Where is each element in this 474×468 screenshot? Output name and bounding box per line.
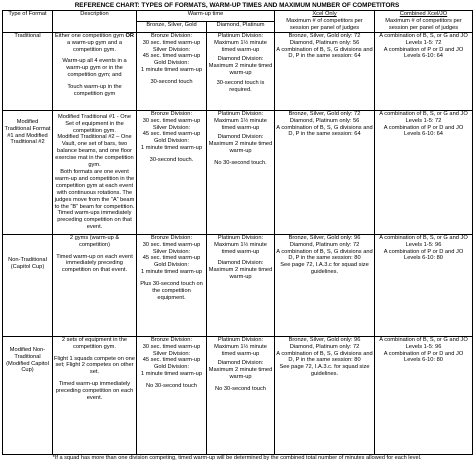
dp-cell: Platinum Division: Maximum 1½ minute timed warm-up Diamond Division: Maximum 2 minute timed warm-up No 30-second touch bbox=[207, 336, 275, 454]
header-dp: Diamond, Platinum bbox=[207, 21, 275, 32]
bsg-cell: Bronze Division: 30 sec. timed warm-up Silver Division: 45 sec. timed warm-up Gold Division: 1 minute timed warm-up Plus 30-second touch on the competition equipment. bbox=[137, 234, 207, 336]
table-row bbox=[3, 336, 473, 454]
description-cell: Modified Traditional #1 - One Set of equipment in the competition gym. Modified Traditional #2 – One Vault, one set of bars, two balance beams, and one floor exercise mat in the competition gym. Both formats are one event warm-up and competition in the competition gym at each event with continuous rotations. The judges move from the “A” beam to the “B” beam for competition. Timed warm-ups immediately preceding competition on that event. bbox=[53, 110, 137, 234]
xcel-cell: Bronze, Silver, Gold only: 96 Diamond, Platinum only: 72 A combination of B, S, G divisions and D, P in the same session: 80 See page 72, I.A.3.c for squad size guidelines. bbox=[275, 234, 375, 336]
header-combined-title: Combined Xcel/JO bbox=[399, 11, 448, 17]
reference-table bbox=[2, 10, 473, 455]
description-cell: 2 gyms (warm-up & competition) Timed warm-up on each event immediately preceding competition on that event. bbox=[53, 234, 137, 336]
format-cell: Traditional bbox=[3, 32, 53, 110]
combined-cell: A combination of B, S, or G and JO Levels 1-5: 96 A combination of P or D and JO Levels 6-10: 80 bbox=[375, 336, 473, 454]
xcel-cell: Bronze, Silver, Gold only: 72 Diamond, Platinum only: 56 A combination of B, S, G divisions and D, P in the same session: 64 bbox=[275, 110, 375, 234]
header-xcel bbox=[275, 11, 375, 33]
table-row bbox=[3, 32, 473, 110]
combined-cell: A combination of B, S, or G and JO Levels 1-5: 72 A combination of P or D and JO Levels 6-10: 64 bbox=[375, 110, 473, 234]
table-row bbox=[3, 110, 473, 234]
xcel-cell: Bronze, Silver, Gold only: 96 Diamond, Platinum only: 72 A combination of B, S, G divisions and D, P in the same session: 80 See page 72, I.A.3.c. for squad size guidelines. bbox=[275, 336, 375, 454]
header-bsg: Bronze, Silver, Gold bbox=[137, 21, 207, 32]
bsg-cell: Bronze Division: 30 sec. timed warm-up Silver Division: 45 sec. timed warm-up Gold Division: 1 minute timed warm-up 30-second touch. bbox=[137, 110, 207, 234]
header-xcel-sub: Maximum # of competitors per session per panel of judges bbox=[286, 17, 363, 31]
chart-title: REFERENCE CHART: TYPES OF FORMATS, WARM-UP TIMES AND MAXIMUM NUMBER OF COMPETITORS bbox=[74, 2, 400, 9]
format-cell: Non-Traditional (Capitol Cup) bbox=[3, 234, 53, 336]
format-cell: Modified Traditional Format #1 and Modified Traditional #2 bbox=[3, 110, 53, 234]
bsg-cell: Bronze Division: 30 sec. timed warm-up Silver Division: 45 sec. timed warm-up Gold Division: 1 minute timed warm-up No 30-second touch bbox=[137, 336, 207, 454]
xcel-cell: Bronze, Silver, Gold only: 72 Diamond, Platinum only: 56 A combination of B, S, G divisions and D, P in the same session: 64 bbox=[275, 32, 375, 110]
header-row-1 bbox=[3, 11, 473, 22]
format-cell: Modified Non-Traditional (Modified Capitol Cup) bbox=[3, 336, 53, 454]
description-cell: 2 sets of equipment in the competition gym. Flight 1 squads compete on one set; Flight 2 competes on other set. Timed warm-up immediately preceding competition on each event. bbox=[53, 336, 137, 454]
dp-cell: Platinum Division: Maximum 1½ minute timed warm-up Diamond Division: Maximum 2 minute timed warm-up bbox=[207, 234, 275, 336]
dp-cell: Platinum Division: Maximum 1½ minute timed warm-up Diamond Division: Maximum 2 minute timed warm-up 30-second touch is required. bbox=[207, 32, 275, 110]
description-cell: Either one competition gym OR a warm-up gym and a competition gym. Warm-up all 4 events in a warm-up gym or in the competition gym; and Touch warm-up in the competition gym bbox=[53, 32, 137, 110]
header-xcel-title: Xcel Only bbox=[312, 11, 337, 17]
header-warmup: Warm-up time bbox=[137, 11, 275, 22]
table-row bbox=[3, 234, 473, 336]
bsg-cell: Bronze Division: 30 sec. timed warm-up Silver Division: 45 sec. timed warm-up Gold Division: 1 minute timed warm-up 30-second touch bbox=[137, 32, 207, 110]
footnote: *If a squad has more than one division competing, timed warm-up will be determined by the combined total number of minutes allowed for each level. bbox=[52, 455, 422, 461]
combined-cell: A combination of B, S, or G and JO Levels 1-5: 72 A combination of P or D and JO Levels 6-10: 64 bbox=[375, 32, 473, 110]
header-combined bbox=[375, 11, 473, 33]
combined-cell: A combination of B, S, or G and JO Levels 1-5: 96 A combination of P or D and JO Levels 6-10: 80 bbox=[375, 234, 473, 336]
header-combined-sub: Maximum # of competitors per session per panel of judges bbox=[385, 17, 462, 31]
header-type: Type of Format bbox=[3, 11, 53, 33]
header-description: Description bbox=[53, 11, 137, 33]
dp-cell: Platinum Division: Maximum 1½ minute timed warm-up Diamond Division: Maximum 2 minute timed warm-up No 30-second touch. bbox=[207, 110, 275, 234]
